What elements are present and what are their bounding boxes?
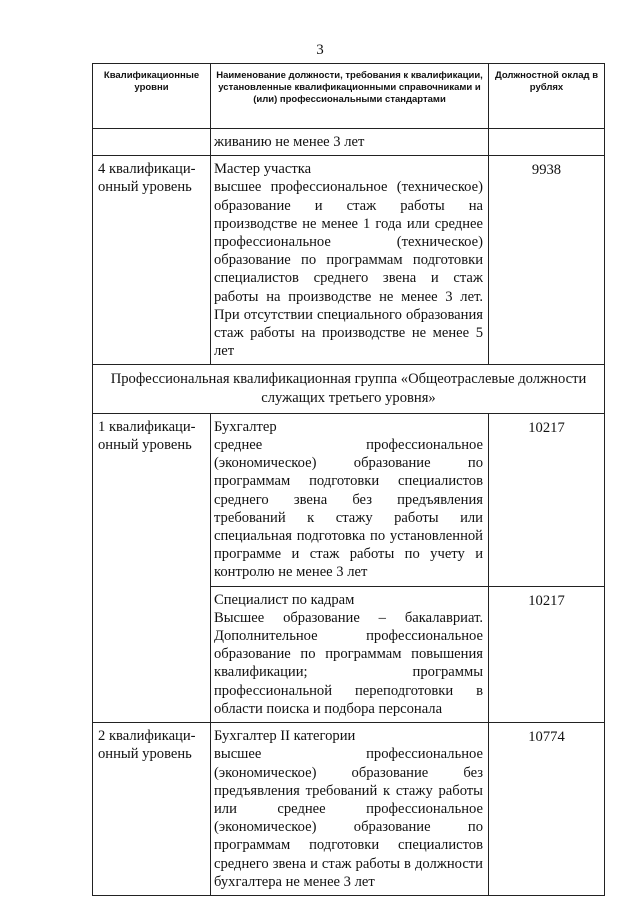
position-title: Мастер участка — [214, 161, 312, 178]
qualification-table — [92, 63, 605, 896]
table-header-row — [93, 64, 605, 129]
table-row — [93, 413, 605, 586]
position-cell — [211, 413, 489, 586]
position-title: Бухгалтер — [214, 418, 277, 435]
table-row — [93, 129, 605, 156]
position-requirements: среднее профессиональное (экономическое) образование по программам подготовки специалистов среднего звена без предъявления требований к стажу работы или специальная подготовка по установленной программе и стаж работы по учету и контролю не менее 3 лет — [214, 437, 483, 581]
position-title: Бухгалтер II категории — [214, 728, 356, 745]
header-salary: Должностной оклад в рублях — [489, 64, 605, 129]
level-cell: 1 квалификаци-онный уровень — [93, 413, 211, 722]
group-header: Профессиональная квалификационная группа «Общеотраслевые должности служащих третьего уровня» — [93, 365, 605, 413]
level-cell: 4 квалификаци-онный уровень — [93, 156, 211, 365]
position-cell — [211, 586, 489, 722]
page-number: 3 — [316, 42, 324, 58]
salary-cell: 10217 — [489, 586, 605, 722]
position-cell — [211, 723, 489, 896]
group-header-row — [93, 365, 605, 413]
level-cell: 2 квалификаци-онный уровень — [93, 723, 211, 896]
empty-cell — [93, 129, 211, 156]
header-levels: Квалификационные уровни — [93, 64, 211, 129]
table-row — [93, 156, 605, 365]
empty-cell — [489, 129, 605, 156]
salary-cell: 10774 — [489, 723, 605, 896]
position-cell — [211, 156, 489, 365]
position-requirements: высшее профессиональное (экономическое) образование без предъявления требований к стажу работы или среднее профессиональное (экономическое) образование по программам подготовки специалистов среднего звена и стаж работы в должности бухгалтера не менее 3 лет — [214, 746, 483, 890]
header-position: Наименование должности, требования к квалификации, установленные квалификационными справочниками и (или) профессиональными стандартами — [211, 64, 489, 129]
position-title: Специалист по кадрам — [214, 591, 355, 608]
position-requirements: Высшее образование – бакалавриат. Дополнительное профессиональное образование по программам повышения квалификации; программы профессиональной переподготовки в области поиска и подбора персонала — [214, 609, 483, 717]
continuation-text: живанию не менее 3 лет — [211, 129, 489, 156]
salary-cell: 9938 — [489, 156, 605, 365]
salary-cell: 10217 — [489, 413, 605, 586]
table-row — [93, 723, 605, 896]
position-requirements: высшее профессиональное (техническое) образование и стаж работы на производстве не менее 1 года или среднее профессиональное (техническое) образование по программам подготовки специалистов среднего звена и стаж работы на производстве не менее 3 лет. При отсутствии специального образования стаж работы на производстве не менее 5 лет — [214, 179, 483, 360]
